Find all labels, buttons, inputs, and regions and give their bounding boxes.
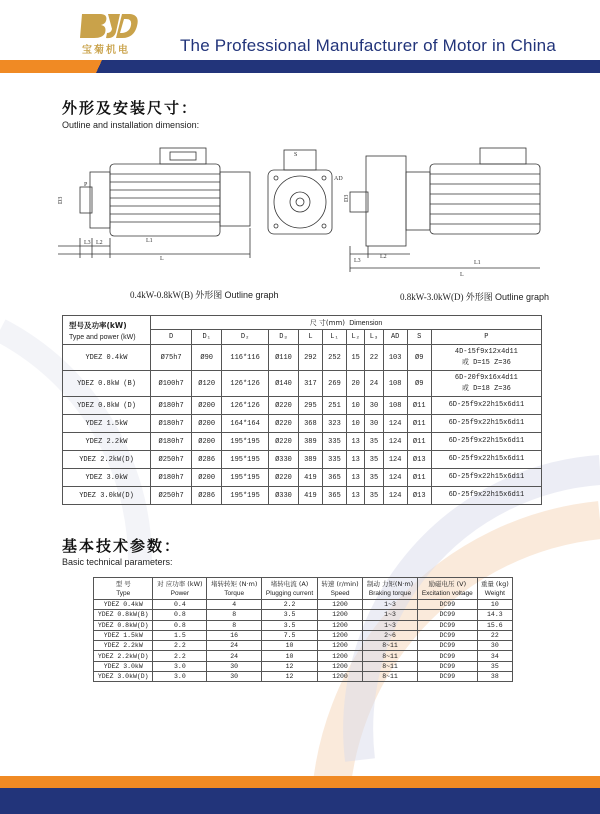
dim-cell-d3: Ø220	[269, 397, 299, 415]
tech-cell: DC99	[417, 620, 477, 630]
dim-cell-d: Ø250h7	[151, 451, 192, 469]
dim-cell-d1: Ø286	[192, 451, 222, 469]
page-header	[0, 0, 600, 78]
dim-cell-ad: 108	[383, 397, 407, 415]
tech-cell: DC99	[417, 641, 477, 651]
caption-left: 0.4kW-0.8kW(B) 外形图 Outline graph	[130, 290, 279, 300]
dim-cell-d1: Ø200	[192, 415, 222, 433]
tech-cell: 1.5	[153, 630, 207, 640]
dim-cell-p: 6D-25f9x22h15x6d11	[431, 415, 541, 433]
label-d3-right: D3	[344, 194, 350, 202]
tech-col-header: 对 应功率 (kW) Power	[153, 578, 207, 600]
tech-cell: 8	[207, 620, 262, 630]
label-l1-right: L1	[474, 260, 481, 266]
dim-model-cell: YDEZ 2.2kW	[63, 433, 151, 451]
dim-col-header: D₂	[222, 330, 269, 345]
dim-cell-p: 6D-25f9x22h15x6d11	[431, 487, 541, 505]
tech-cell: 7.5	[262, 630, 318, 640]
tech-cell: YDEZ 1.5kW	[94, 630, 153, 640]
tech-cell: DC99	[417, 610, 477, 620]
tech-cell: 10	[262, 651, 318, 661]
tech-cell: YDEZ 0.8kW(D)	[94, 620, 153, 630]
caption-right: 0.8kW-3.0kW(D) 外形图 Outline graph	[400, 292, 550, 302]
dim-cell-l2: 20	[347, 371, 365, 397]
dim-cell-l3: 35	[365, 433, 383, 451]
dim-cell-l2: 13	[347, 469, 365, 487]
dim-col-header: D₃	[269, 330, 299, 345]
dim-cell-d: Ø75h7	[151, 345, 192, 371]
dim-cell-d: Ø180h7	[151, 397, 192, 415]
label-l2-right: L2	[380, 254, 387, 260]
motor-side-view-d	[350, 148, 540, 272]
label-l2-left: L2	[96, 240, 103, 246]
company-logo	[80, 10, 138, 40]
tech-cell: 14.3	[477, 610, 512, 620]
dim-cell-l3: 22	[365, 345, 383, 371]
tech-cell: 1~3	[363, 620, 418, 630]
tech-cell: DC99	[417, 600, 477, 610]
tech-col-header: 励磁电压 (V) Excitation voltage	[417, 578, 477, 600]
tech-cell: 16	[207, 630, 262, 640]
dim-col-header: P	[431, 330, 541, 345]
dim-cell-l: 389	[298, 451, 322, 469]
company-tagline: The Professional Manufacturer of Motor in China	[179, 36, 556, 55]
dim-cell-p: 6D-25f9x22h15x6d11	[431, 433, 541, 451]
tech-cell: DC99	[417, 661, 477, 671]
dim-cell-l2: 13	[347, 451, 365, 469]
dim-cell-d2: 195*195	[222, 433, 269, 451]
tech-cell: 12	[262, 661, 318, 671]
dim-cell-l2: 10	[347, 397, 365, 415]
dimension-table	[62, 315, 542, 505]
dim-col-header: D	[151, 330, 192, 345]
label-ad: AD	[334, 176, 343, 182]
tech-cell: YDEZ 3.0kW	[94, 661, 153, 671]
dim-cell-d3: Ø330	[269, 487, 299, 505]
tech-cell: DC99	[417, 672, 477, 682]
tech-cell: YDEZ 3.0kW(D)	[94, 672, 153, 682]
tech-cell: 38	[477, 672, 512, 682]
tech-cell: 3.0	[153, 672, 207, 682]
tech-cell: DC99	[417, 651, 477, 661]
dim-cell-l3: 24	[365, 371, 383, 397]
footer-band-orange	[0, 776, 600, 788]
tech-col-header: 型 号 Type	[94, 578, 153, 600]
tech-col-header: 转速 (r/min) Speed	[317, 578, 362, 600]
dim-cell-l: 419	[298, 487, 322, 505]
tech-col-header: 制动 力矩(N·m) Braking torque	[363, 578, 418, 600]
outline-title-cn: 外形及安装尺寸：	[62, 99, 199, 117]
tech-cell: 0.8	[153, 610, 207, 620]
dim-cell-d: Ø180h7	[151, 433, 192, 451]
dim-cell-s: Ø9	[407, 345, 431, 371]
dim-cell-s: Ø11	[407, 469, 431, 487]
dim-cell-l1: 335	[322, 451, 346, 469]
dim-cell-ad: 124	[383, 415, 407, 433]
tech-cell: 2~6	[363, 630, 418, 640]
footer-band-blue	[0, 788, 600, 814]
tech-cell: 1200	[317, 600, 362, 610]
tech-cell: YDEZ 2.2kW	[94, 641, 153, 651]
dim-cell-d1: Ø90	[192, 345, 222, 371]
dim-cell-d1: Ø200	[192, 469, 222, 487]
dim-table-row	[63, 487, 542, 505]
tech-cell: 0.4	[153, 600, 207, 610]
tech-cell: 10	[477, 600, 512, 610]
tech-cell: 1200	[317, 610, 362, 620]
dim-col-header: L₃	[365, 330, 383, 345]
dim-cell-l1: 335	[322, 433, 346, 451]
tech-cell: 2.2	[262, 600, 318, 610]
tech-table-row	[94, 672, 513, 682]
dim-col-header: S	[407, 330, 431, 345]
dim-model-cell: YDEZ 0.8kW (B)	[63, 371, 151, 397]
label-l3-right: L3	[354, 258, 361, 264]
tech-table-row	[94, 641, 513, 651]
dim-cell-l3: 30	[365, 415, 383, 433]
dim-table-row	[63, 451, 542, 469]
dim-cell-d3: Ø330	[269, 451, 299, 469]
tech-cell: 30	[207, 661, 262, 671]
tech-cell: 1200	[317, 620, 362, 630]
dim-cell-l: 292	[298, 345, 322, 371]
dim-cell-d1: Ø120	[192, 371, 222, 397]
tech-cell: 10	[262, 641, 318, 651]
tech-table-row	[94, 610, 513, 620]
dim-cell-d1: Ø200	[192, 397, 222, 415]
tech-cell: 12	[262, 672, 318, 682]
dim-cell-l: 295	[298, 397, 322, 415]
label-s: S	[294, 152, 298, 158]
dim-table-row	[63, 397, 542, 415]
dim-cell-l3: 35	[365, 469, 383, 487]
dim-cell-d2: 164*164	[222, 415, 269, 433]
dim-cell-l3: 35	[365, 451, 383, 469]
dim-cell-l3: 35	[365, 487, 383, 505]
tech-table-row	[94, 600, 513, 610]
dim-cell-s: Ø11	[407, 433, 431, 451]
dim-cell-d3: Ø220	[269, 415, 299, 433]
dim-cell-l: 368	[298, 415, 322, 433]
dim-cell-s: Ø9	[407, 371, 431, 397]
dim-cell-s: Ø11	[407, 415, 431, 433]
dim-cell-ad: 108	[383, 371, 407, 397]
dim-model-cell: YDEZ 3.0kW	[63, 469, 151, 487]
dim-col-header: L₁	[322, 330, 346, 345]
header-band-slant	[92, 60, 106, 73]
tech-cell: 3.0	[153, 661, 207, 671]
dim-group-header: 尺 寸(mm) Dimension	[151, 316, 542, 330]
label-d3-left: D3	[58, 196, 64, 204]
dim-model-header: 型号及功率(kW) Type and power (kW)	[63, 316, 151, 345]
dim-cell-d3: Ø110	[269, 345, 299, 371]
tech-cell: 1200	[317, 672, 362, 682]
outline-drawings	[50, 142, 560, 302]
tech-cell: YDEZ 0.4kW	[94, 600, 153, 610]
dim-cell-l: 419	[298, 469, 322, 487]
dim-cell-ad: 124	[383, 433, 407, 451]
tech-col-header: 重量 (kg) Weight	[477, 578, 512, 600]
dim-cell-d3: Ø220	[269, 433, 299, 451]
tech-col-header: 堵转电流 (A) Plugging current	[262, 578, 318, 600]
dim-cell-l3: 30	[365, 397, 383, 415]
label-l-left: L	[160, 256, 164, 262]
tech-cell: 30	[207, 672, 262, 682]
dim-col-header: D₁	[192, 330, 222, 345]
dim-cell-l: 389	[298, 433, 322, 451]
tech-cell: 3.5	[262, 620, 318, 630]
dim-cell-d2: 195*195	[222, 451, 269, 469]
dim-col-header: L₂	[347, 330, 365, 345]
dim-cell-d2: 195*195	[222, 487, 269, 505]
dim-cell-ad: 124	[383, 487, 407, 505]
dim-table-row	[63, 433, 542, 451]
tech-cell: 15.6	[477, 620, 512, 630]
label-p-left: P	[84, 182, 88, 188]
tech-cell: 4	[207, 600, 262, 610]
tech-cell: 35	[477, 661, 512, 671]
tech-table-row	[94, 661, 513, 671]
dim-cell-d: Ø250h7	[151, 487, 192, 505]
dim-cell-d2: 126*126	[222, 371, 269, 397]
dim-cell-d: Ø180h7	[151, 469, 192, 487]
tech-cell: 3.5	[262, 610, 318, 620]
tech-cell: DC99	[417, 630, 477, 640]
dim-cell-d2: 126*126	[222, 397, 269, 415]
dim-cell-p: 6D-25f9x22h15x6d11	[431, 469, 541, 487]
dim-cell-l2: 15	[347, 345, 365, 371]
tech-cell: 1~3	[363, 600, 418, 610]
tech-cell: 8~11	[363, 651, 418, 661]
dim-cell-d1: Ø200	[192, 433, 222, 451]
dim-cell-d: Ø180h7	[151, 415, 192, 433]
dim-cell-l1: 252	[322, 345, 346, 371]
dim-cell-d: Ø100h7	[151, 371, 192, 397]
tech-cell: 1200	[317, 651, 362, 661]
dim-cell-l2: 13	[347, 487, 365, 505]
dim-cell-s: Ø13	[407, 487, 431, 505]
tech-cell: 24	[207, 641, 262, 651]
tech-cell: 1200	[317, 661, 362, 671]
tech-cell: 2.2	[153, 651, 207, 661]
dim-cell-p: 6D-20f9x16x4d11 或 D=18 Z=36	[431, 371, 541, 397]
dim-col-header: AD	[383, 330, 407, 345]
dim-cell-d2: 116*116	[222, 345, 269, 371]
tech-cell: YDEZ 2.2kW(D)	[94, 651, 153, 661]
dim-cell-l1: 365	[322, 469, 346, 487]
tech-cell: 1200	[317, 641, 362, 651]
dim-cell-l1: 251	[322, 397, 346, 415]
technical-title-cn: 基本技术参数：	[62, 537, 182, 555]
dim-cell-l: 317	[298, 371, 322, 397]
dim-table-row	[63, 345, 542, 371]
header-band-orange	[0, 60, 92, 73]
dim-model-cell: YDEZ 3.0kW(D)	[63, 487, 151, 505]
motor-front-view	[268, 150, 332, 234]
tech-cell: 34	[477, 651, 512, 661]
dim-cell-ad: 124	[383, 469, 407, 487]
tech-cell: 0.8	[153, 620, 207, 630]
company-name-cn: 宝菊机电	[82, 45, 130, 56]
outline-title-en: Outline and installation dimension:	[62, 120, 200, 130]
tech-cell: 22	[477, 630, 512, 640]
dim-cell-d3: Ø220	[269, 469, 299, 487]
tech-cell: 1200	[317, 630, 362, 640]
tech-cell: 30	[477, 641, 512, 651]
tech-table-row	[94, 620, 513, 630]
dim-cell-d2: 195*195	[222, 469, 269, 487]
dim-cell-d3: Ø140	[269, 371, 299, 397]
dim-cell-l2: 13	[347, 433, 365, 451]
dim-table-row	[63, 415, 542, 433]
dim-model-cell: YDEZ 2.2kW(D)	[63, 451, 151, 469]
dim-model-cell: YDEZ 0.4kW	[63, 345, 151, 371]
dim-cell-s: Ø13	[407, 451, 431, 469]
tech-cell: 8~11	[363, 641, 418, 651]
label-l3-left: L3	[84, 240, 91, 246]
dim-cell-l1: 365	[322, 487, 346, 505]
tech-cell: 8~11	[363, 672, 418, 682]
dim-cell-p: 6D-25f9x22h15x6d11	[431, 397, 541, 415]
dim-cell-ad: 103	[383, 345, 407, 371]
dim-cell-l1: 269	[322, 371, 346, 397]
dim-table-row	[63, 469, 542, 487]
tech-cell: YDEZ 0.8kW(B)	[94, 610, 153, 620]
technical-table	[93, 577, 513, 682]
tech-table-row	[94, 630, 513, 640]
label-l1-left: L1	[146, 238, 153, 244]
dim-cell-l1: 323	[322, 415, 346, 433]
tech-cell: 8~11	[363, 661, 418, 671]
tech-col-header: 堵转转矩 (N·m) Torque	[207, 578, 262, 600]
dim-cell-p: 6D-25f9x22h15x6d11	[431, 451, 541, 469]
dim-cell-p: 4D-15f9x12x4d11 或 D=15 Z=36	[431, 345, 541, 371]
dim-cell-l2: 10	[347, 415, 365, 433]
dim-table-row	[63, 371, 542, 397]
dim-cell-ad: 124	[383, 451, 407, 469]
dim-cell-d1: Ø286	[192, 487, 222, 505]
dim-model-cell: YDEZ 1.5kW	[63, 415, 151, 433]
tech-cell: 2.2	[153, 641, 207, 651]
tech-cell: 1~3	[363, 610, 418, 620]
technical-title-en: Basic technical parameters:	[62, 557, 173, 567]
label-l-right: L	[460, 272, 464, 278]
dim-col-header: L	[298, 330, 322, 345]
tech-cell: 8	[207, 610, 262, 620]
tech-table-row	[94, 651, 513, 661]
tech-cell: 24	[207, 651, 262, 661]
dim-model-cell: YDEZ 0.8kW (D)	[63, 397, 151, 415]
dim-cell-s: Ø11	[407, 397, 431, 415]
